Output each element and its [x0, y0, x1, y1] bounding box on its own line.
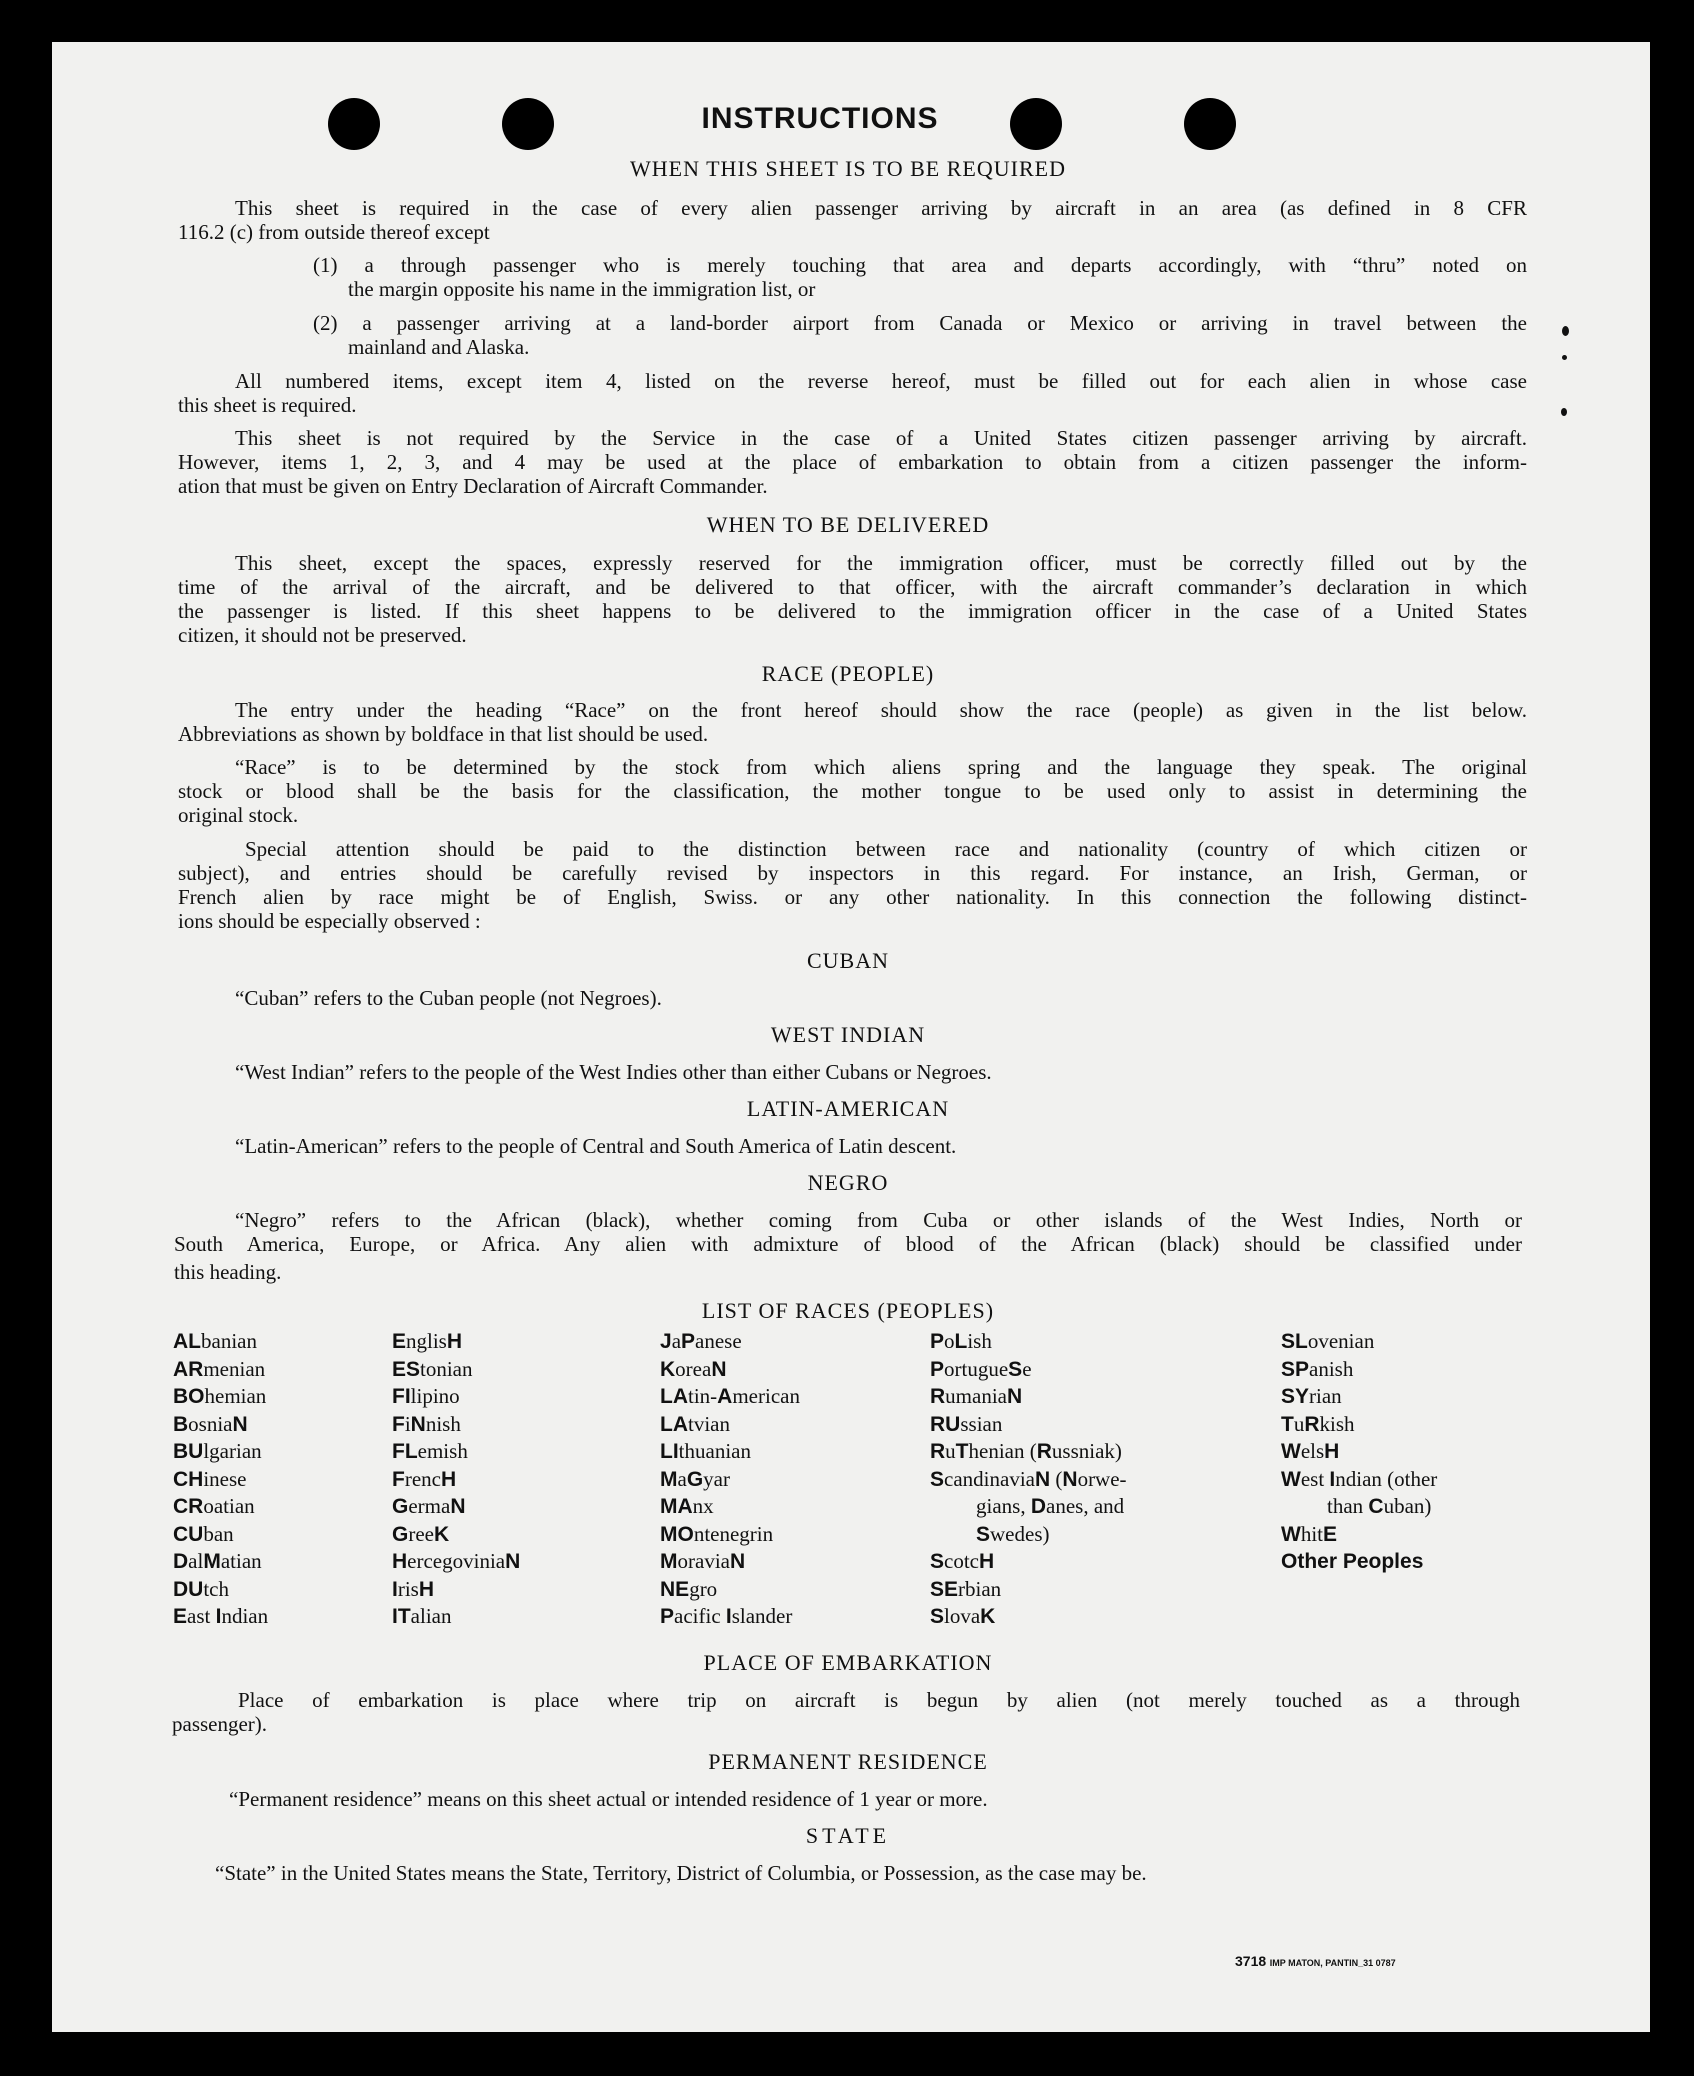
paragraph-line: Special attention should be paid to the distinction between race and nationality (country of which citizen or — [245, 837, 1527, 861]
race-entry: MaGyar — [660, 1466, 730, 1491]
race-entry: FIlipino — [392, 1384, 460, 1408]
race-entry: IrisH — [392, 1576, 435, 1601]
paragraph-line: ions should be especially observed : — [178, 909, 481, 933]
race-entry: KoreaN — [660, 1356, 727, 1381]
race-entry: SYrian — [1281, 1384, 1342, 1408]
paragraph-line: French alien by race might be of English, Swiss. or any other nationality. In this connection the following distinct- — [178, 885, 1527, 909]
printer-imprint — [1235, 1953, 1396, 1969]
race-entry: CUban — [173, 1521, 234, 1546]
race-entry: BOhemian — [173, 1384, 267, 1408]
race-entry: RuThenian (Russniak) — [930, 1439, 1122, 1463]
paragraph-line: “Cuban” refers to the Cuban people (not Negroes). — [235, 986, 662, 1010]
paragraph-line: This sheet is not required by the Service in the case of a United States citizen passenger arriving by aircraft. — [235, 426, 1527, 450]
race-entry: FrencH — [392, 1466, 457, 1491]
paragraph-line: “Latin-American” refers to the people of Central and South America of Latin descent. — [235, 1134, 957, 1158]
race-entry: ARmenian — [173, 1356, 266, 1381]
paragraph-line: “Permanent residence” means on this sheet actual or intended residence of 1 year or more. — [229, 1787, 988, 1811]
section-heading-state: STATE — [805, 1823, 891, 1848]
race-entry: East Indian — [173, 1604, 269, 1628]
race-entry: SlovaK — [930, 1604, 996, 1628]
section-heading-cuban: CUBAN — [806, 948, 889, 973]
race-entry: LAtvian — [660, 1411, 730, 1436]
section-heading-residence: PERMANENT RESIDENCE — [708, 1749, 988, 1774]
speck — [1562, 355, 1567, 360]
race-entry: MAnx — [660, 1494, 714, 1518]
race-entry: MOntenegrin — [660, 1521, 774, 1546]
list-item-line: mainland and Alaska. — [348, 335, 530, 359]
paragraph-line: This sheet is required in the case of every alien passenger arriving by aircraft in an area (as defined in 8 CFR — [235, 196, 1527, 220]
form-code: 3718 — [1235, 1953, 1267, 1969]
list-item-line: (1) a through passenger who is merely touching that area and departs accordingly, with “thru” noted on — [313, 253, 1527, 277]
race-entry: ScotcH — [930, 1549, 995, 1573]
race-entry: WelsH — [1281, 1439, 1340, 1463]
race-entry: gians, Danes, and — [976, 1494, 1125, 1518]
paragraph-line: this sheet is required. — [178, 393, 357, 417]
section-heading-delivered: WHEN TO BE DELIVERED — [706, 512, 990, 537]
page-title: INSTRUCTIONS — [701, 102, 939, 135]
races-column-1 — [173, 1328, 268, 1631]
race-entry: Other Peoples — [1281, 1550, 1424, 1573]
paragraph-line: passenger). — [172, 1712, 268, 1736]
race-entry: LAtin-American — [660, 1384, 800, 1408]
paragraph-line: However, items 1, 2, 3, and 4 may be used at the place of embarkation to obtain from a citizen passenger the inform- — [178, 450, 1527, 474]
section-heading-required: WHEN THIS SHEET IS TO BE REQUIRED — [630, 156, 1066, 181]
race-entry: NEgro — [660, 1576, 718, 1601]
section-heading-races-list: LIST OF RACES (PEOPLES) — [701, 1298, 995, 1323]
race-entry: EnglisH — [392, 1329, 463, 1353]
section-heading-west-indian: WEST INDIAN — [770, 1022, 926, 1047]
paragraph-line: The entry under the heading “Race” on the front hereof should show the race (people) as given in the list below. — [235, 698, 1527, 722]
paragraph-line: 116.2 (c) from outside thereof except — [178, 220, 490, 244]
paragraph-line: “Race” is to be determined by the stock from which aliens spring and the language they speak. The original — [235, 755, 1527, 779]
list-item-line: (2) a passenger arriving at a land-border airport from Canada or Mexico or arriving in travel between the — [313, 311, 1527, 335]
race-entry: BosniaN — [173, 1411, 248, 1436]
paragraph-line: ation that must be given on Entry Declaration of Aircraft Commander. — [178, 474, 768, 498]
section-heading-embarkation: PLACE OF EMBARKATION — [703, 1650, 993, 1675]
race-entry: HercegoviniaN — [392, 1549, 521, 1573]
paragraph-line: “West Indian” refers to the people of the West Indies other than either Cubans or Negroes. — [235, 1060, 992, 1084]
race-entry: ScandinaviaN (Norwe- — [930, 1466, 1127, 1491]
paragraph-line: All numbered items, except item 4, listed on the reverse hereof, must be filled out for each alien in whose case — [235, 369, 1527, 393]
paragraph-line: this heading. — [174, 1260, 282, 1284]
race-entry: RumaniaN — [930, 1384, 1023, 1408]
speck — [1562, 326, 1569, 336]
race-entry: SErbian — [930, 1576, 1002, 1601]
race-entry: LIthuanian — [660, 1439, 751, 1463]
paragraph-line: South America, Europe, or Africa. Any alien with admixture of blood of the African (black) should be classified under — [174, 1232, 1522, 1256]
race-entry: Pacific Islander — [660, 1604, 793, 1628]
race-entry: Swedes) — [976, 1521, 1050, 1546]
paragraph-line: “Negro” refers to the African (black), whether coming from Cuba or other islands of the West Indies, North or — [235, 1208, 1522, 1232]
section-heading-latin-american: LATIN-AMERICAN — [746, 1096, 950, 1121]
race-entry: FLemish — [392, 1439, 468, 1463]
race-entry: CRoatian — [173, 1494, 255, 1518]
paragraph-line: citizen, it should not be preserved. — [178, 623, 467, 647]
paragraph-line: subject), and entries should be carefully revised by inspectors in this regard. For instance, an Irish, German, or — [178, 861, 1527, 885]
race-entry: ALbanian — [173, 1329, 257, 1353]
race-entry: ITalian — [392, 1604, 452, 1628]
race-entry: RUssian — [930, 1411, 1003, 1436]
race-entry: DalMatian — [173, 1549, 262, 1573]
race-entry: DUtch — [173, 1576, 229, 1601]
paragraph-line: original stock. — [178, 803, 299, 827]
race-entry: FiNnish — [392, 1411, 461, 1436]
printer-name: IMP MATON, PANTIN_31 0787 — [1269, 1958, 1396, 1968]
race-entry: PortugueSe — [930, 1356, 1032, 1381]
race-entry: EStonian — [392, 1356, 473, 1381]
race-entry: GreeK — [392, 1521, 450, 1546]
paragraph-line: This sheet, except the spaces, expressly reserved for the immigration officer, must be correctly filled out by the — [235, 551, 1527, 575]
race-entry: SLovenian — [1281, 1329, 1375, 1353]
race-entry: PoLish — [930, 1329, 992, 1353]
section-heading-race: RACE (PEOPLE) — [761, 661, 935, 686]
race-entry: GermaN — [392, 1494, 466, 1518]
paragraph-line: “State” in the United States means the State, Territory, District of Columbia, or Possession, as the case may be. — [215, 1861, 1147, 1885]
race-entry: TuRkish — [1281, 1411, 1355, 1436]
race-entry: JaPanese — [660, 1329, 742, 1353]
race-entry: MoraviaN — [660, 1549, 746, 1573]
race-entry: than Cuban) — [1327, 1494, 1432, 1518]
paragraph-line: Place of embarkation is place where trip on aircraft is begun by alien (not merely touched as a through — [238, 1688, 1520, 1712]
race-entry: CHinese — [173, 1466, 247, 1491]
race-entry: SPanish — [1281, 1356, 1354, 1381]
paragraph-line: Abbreviations as shown by boldface in that list should be used. — [178, 722, 709, 746]
paragraph-line: time of the arrival of the aircraft, and be delivered to that officer, with the aircraft commander’s declaration in which — [178, 575, 1527, 599]
speck — [1561, 408, 1567, 416]
paragraph-line: the passenger is listed. If this sheet happens to be delivered to the immigration officer in the case of a United States — [178, 599, 1527, 623]
race-entry: West Indian (other — [1281, 1466, 1438, 1491]
list-item-line: the margin opposite his name in the immigration list, or — [348, 277, 816, 301]
races-column-2 — [392, 1328, 520, 1631]
paragraph-line: stock or blood shall be the basis for the classification, the mother tongue to be used only to assist in determining the — [178, 779, 1527, 803]
race-entry: BUlgarian — [173, 1439, 262, 1463]
races-column-3 — [660, 1328, 800, 1631]
section-heading-negro: NEGRO — [807, 1170, 889, 1195]
races-column-4 — [930, 1328, 1127, 1631]
races-column-5 — [1281, 1328, 1437, 1576]
race-entry: WhitE — [1281, 1521, 1338, 1546]
